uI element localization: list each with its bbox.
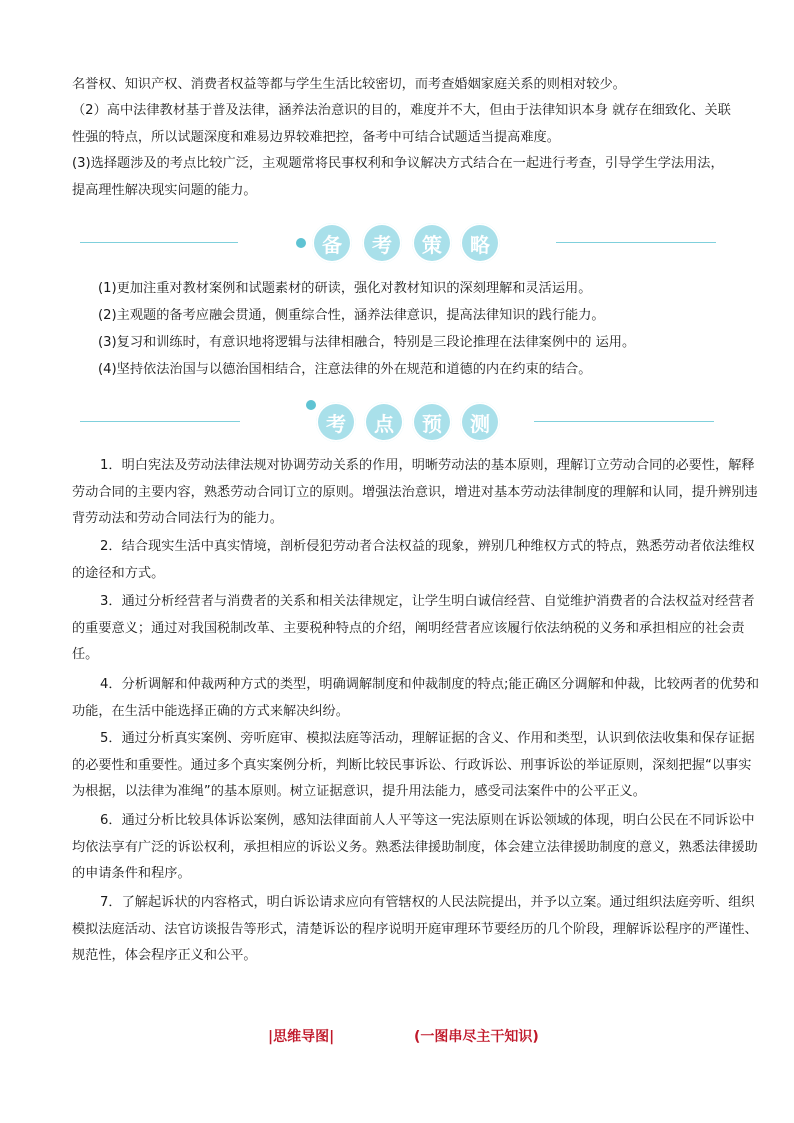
prediction-item-5: 5．通过分析真实案例、旁听庭审、模拟法庭等活动，理解证据的含义、作用和类型，认识到依法收集和保存证据的必要性和重要性。通过多个真实案例分析，判断比较民事诉讼、行政诉讼、刑事诉讼的举证原则，深刻把握“以事实为根据，以法律为准绳”的基本原则。树立证据意识，提升用法能力，感受司法案件中的公平正义。	[72, 731, 755, 799]
section-banner-exam-strategy	[0, 213, 794, 273]
banner-left-line	[80, 242, 238, 243]
prediction-item-4: 4．分析调解和仲裁两种方式的类型，明确调解制度和仲裁制度的特点;能正确区分调解和仲裁，比较两者的优势和功能，在生活中能选择正确的方式来解决纠纷。	[72, 677, 760, 719]
prediction-item-3: 3．通过分析经营者与消费者的关系和相关法律规定，让学生明白诚信经营、自觉维护消费者的合法权益对经营者的重要意义；通过对我国税制改革、主要税种特点的介绍，阐明经营者应该履行依法纳税的义务和承担相应的社会责任。	[72, 594, 755, 662]
banner-right-line	[534, 421, 714, 422]
prediction-item-6: 6．通过分析比较具体诉讼案例，感知法律面前人人平等这一宪法原则在诉讼领域的体现，明白公民在不同诉讼中均依法享有广泛的诉讼权利，承担相应的诉讼义务。熟悉法律援助制度，体会建立法律援助制度的意义，熟悉法律援助的申请条件和程序。	[72, 813, 758, 881]
banner-char-2: 点	[364, 402, 404, 442]
banner-char-3: 策	[412, 223, 452, 263]
intro-paragraph-1: 名誉权、知识产权、消费者权益等都与学生生活比较密切，而考查婚姻家庭关系的则相对较少。	[72, 77, 626, 92]
banner-char-3: 预	[412, 402, 452, 442]
strategy-item-4: (4)坚持依法治国与以德治国相结合，注意法律的外在规范和道德的内在约束的结合。	[98, 362, 592, 377]
banner-char-1: 备	[312, 223, 352, 263]
strategy-item-3: (3)复习和训练时，有意识地将逻辑与法律相融合，特别是三段论推理在法律案例中的 运用。	[98, 335, 636, 350]
banner-char-2: 考	[362, 223, 402, 263]
intro-paragraph-3: (3)选择题涉及的考点比较广泛，主观题常将民事权利和争议解决方式结合在一起进行考查，引导学生学法用法，提高理性解决现实问题的能力。	[72, 156, 724, 198]
mindmap-subtitle: (一图串尽主干知识)	[414, 1029, 539, 1045]
mindmap-title: |思维导图|	[268, 1029, 335, 1045]
strategy-item-2: (2)主观题的备考应融会贯通，侧重综合性，涵养法律意识，提高法律知识的践行能力。	[98, 308, 605, 323]
banner-dot	[306, 400, 316, 410]
banner-char-4: 测	[460, 402, 500, 442]
prediction-item-1: 1．明白宪法及劳动法律法规对协调劳动关系的作用，明晰劳动法的基本原则，理解订立劳动合同的必要性，解释劳动合同的主要内容，熟悉劳动合同订立的原则。增强法治意识，增进对基本劳动法律制度的理解和认同，提升辨别违背劳动法和劳动合同法行为的能力。	[72, 458, 758, 526]
prediction-item-7: 7．了解起诉状的内容格式，明白诉讼请求应向有管辖权的人民法院提出，并予以立案。通过组织法庭旁听、组织模拟法庭活动、法官访谈报告等形式，清楚诉讼的程序说明开庭审理环节要经历的几个阶段，理解诉讼程序的严谨性、规范性，体会程序正义和公平。	[72, 895, 758, 963]
banner-dot	[296, 238, 306, 248]
strategy-item-1: (1)更加注重对教材案例和试题素材的研读，强化对教材知识的深刻理解和灵活运用。	[98, 281, 592, 296]
prediction-item-2: 2．结合现实生活中真实情境，剖析侵犯劳动者合法权益的现象，辨别几种维权方式的特点，熟悉劳动者依法维权的途径和方式。	[72, 539, 755, 581]
banner-char-1: 考	[316, 402, 356, 442]
banner-left-line	[80, 421, 240, 422]
banner-char-4: 略	[460, 223, 500, 263]
intro-paragraph-2: （2）高中法律教材基于普及法律，涵养法治意识的目的，难度并不大，但由于法律知识本身 就存在细致化、关联性强的特点，所以试题深度和难易边界较难把控，备考中可结合试题适当提高难度。	[72, 103, 731, 145]
section-banner-exam-prediction	[0, 392, 794, 452]
banner-right-line	[556, 242, 716, 243]
